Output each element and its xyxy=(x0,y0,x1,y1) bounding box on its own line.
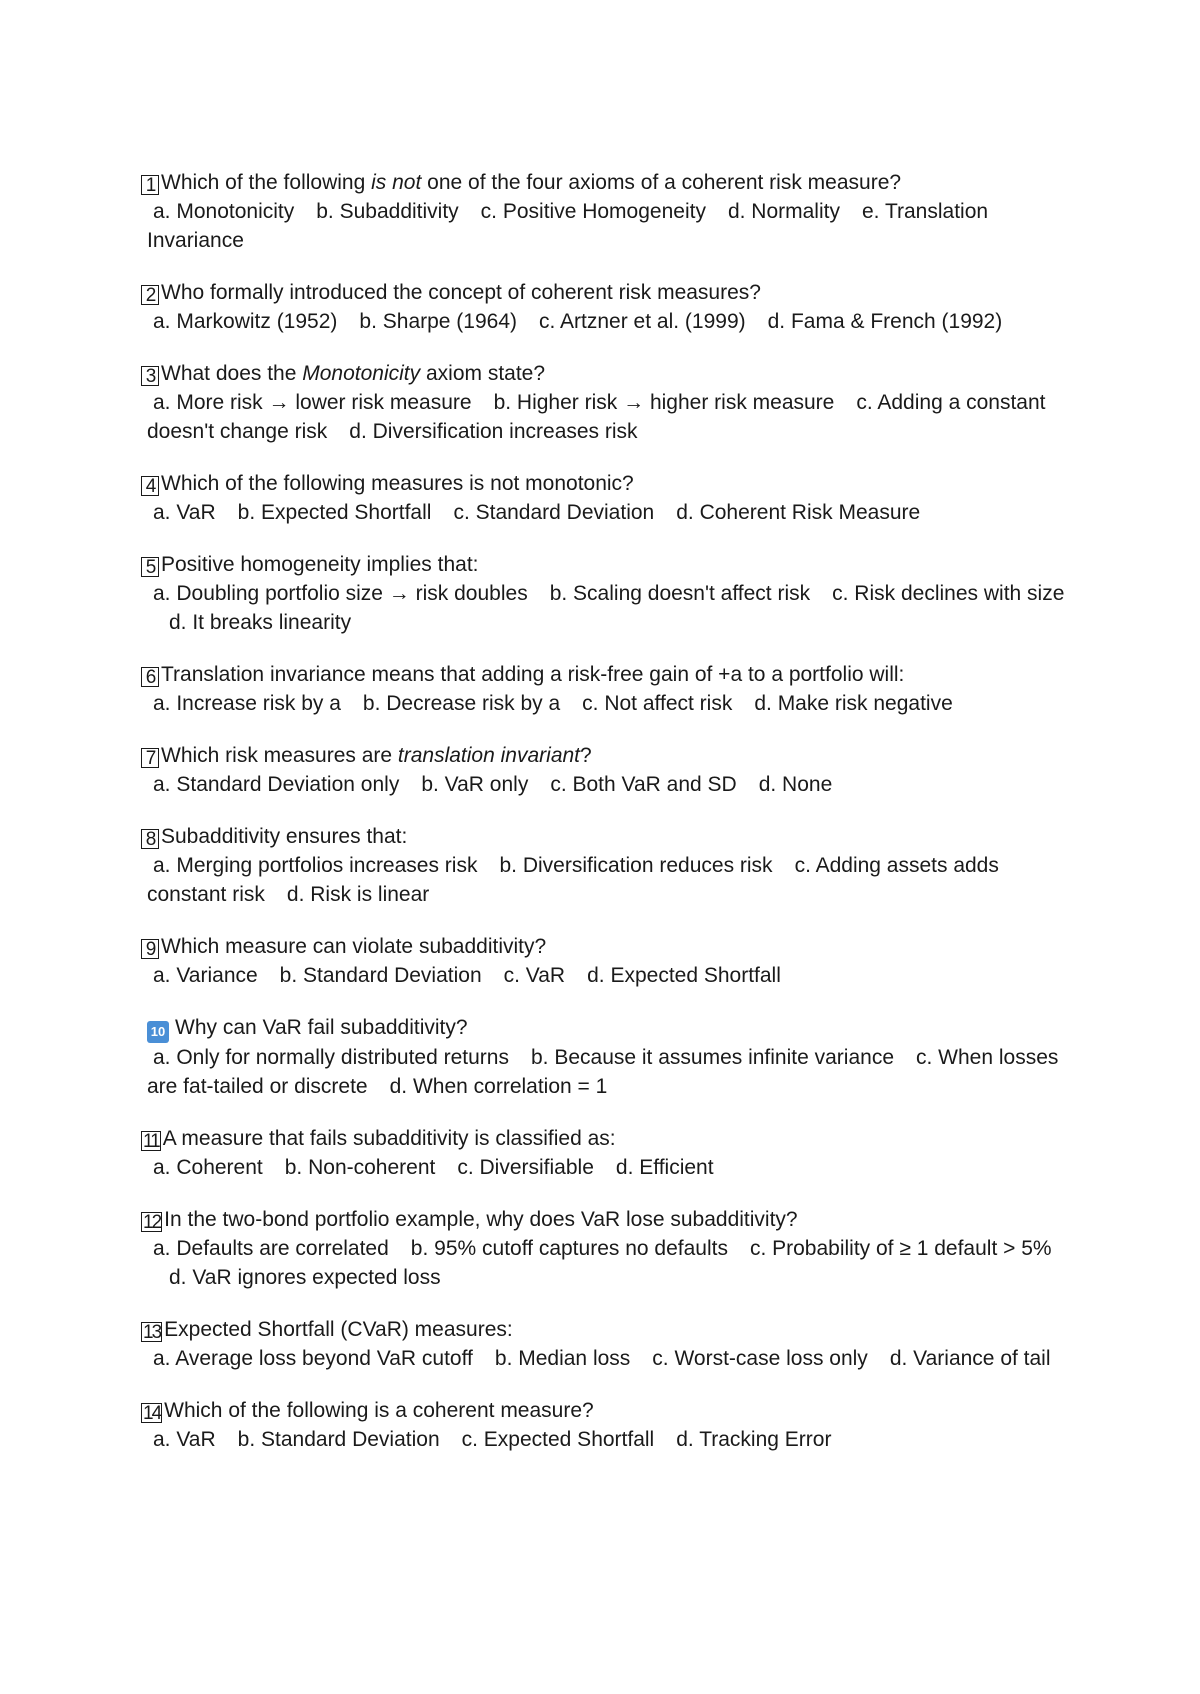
question-5 xyxy=(141,550,1071,637)
answer-option: a. Doubling portfolio size → risk doubles xyxy=(153,582,528,605)
answer-option: b. Standard Deviation xyxy=(279,964,482,987)
answer-option: b. VaR only xyxy=(421,773,529,796)
question-number-badge: 1 xyxy=(141,175,159,195)
question-text xyxy=(161,472,634,495)
answer-option: d. Expected Shortfall xyxy=(587,964,781,987)
question-text xyxy=(163,1127,616,1150)
answer-option: b. Scaling doesn't affect risk xyxy=(549,582,811,605)
question-number-badge: 5 xyxy=(141,557,159,577)
answer-options xyxy=(141,851,1071,909)
answer-option: b. Because it assumes infinite variance xyxy=(530,1046,895,1069)
question-number-badge: 11 xyxy=(143,1131,159,1152)
question-list xyxy=(141,168,1071,1477)
question-number-badge: 7 xyxy=(141,748,159,768)
answer-option: a. Only for normally distributed returns xyxy=(153,1046,509,1069)
question-text-part: Expected Shortfall (CVaR) measures: xyxy=(164,1318,513,1341)
answer-options xyxy=(141,388,1071,446)
question-text-line xyxy=(141,822,1071,851)
answer-option: d. Efficient xyxy=(615,1156,714,1179)
question-text-part: Which of the following measures is not monotonic? xyxy=(161,472,634,495)
question-number-badge: 3 xyxy=(141,366,159,386)
question-7 xyxy=(141,741,1071,799)
answer-option: b. Standard Deviation xyxy=(237,1428,440,1451)
question-text-part: Which measure can violate subadditivity? xyxy=(161,935,547,958)
question-11 xyxy=(141,1124,1071,1182)
question-4 xyxy=(141,469,1071,527)
answer-option: b. Higher risk → higher risk measure xyxy=(493,391,835,414)
answer-option: b. Sharpe (1964) xyxy=(359,310,518,333)
question-13 xyxy=(141,1315,1071,1373)
question-text-part: axiom state? xyxy=(420,362,546,385)
question-text-line xyxy=(141,1124,1071,1153)
question-text-line xyxy=(141,469,1071,498)
question-text-line xyxy=(141,932,1071,961)
answer-options xyxy=(141,689,1071,718)
question-text-line xyxy=(141,660,1071,689)
answer-option: a. Average loss beyond VaR cutoff xyxy=(153,1347,473,1370)
question-text-part: Which of the following xyxy=(161,171,372,194)
question-text-part: A measure that fails subadditivity is classified as: xyxy=(162,1127,616,1150)
answer-option: d. VaR ignores expected loss xyxy=(169,1266,441,1289)
question-number-badge: 10 xyxy=(147,1021,169,1043)
answer-option: d. Coherent Risk Measure xyxy=(676,501,921,524)
question-12 xyxy=(141,1205,1071,1292)
question-2 xyxy=(141,278,1071,336)
question-text-emphasis: is not xyxy=(371,171,422,194)
answer-options xyxy=(141,1043,1071,1101)
question-3 xyxy=(141,359,1071,446)
answer-option: d. Make risk negative xyxy=(754,692,953,715)
question-text xyxy=(175,1016,468,1039)
question-text-line xyxy=(141,168,1071,197)
question-14 xyxy=(141,1396,1071,1454)
answer-option: a. Monotonicity xyxy=(153,200,295,223)
answer-option: c. Standard Deviation xyxy=(453,501,655,524)
question-number-badge: 8 xyxy=(141,829,159,849)
question-text xyxy=(164,1208,797,1231)
answer-option: d. Tracking Error xyxy=(676,1428,832,1451)
question-text-part: In the two-bond portfolio example, why does VaR lose subadditivity? xyxy=(164,1208,798,1231)
answer-option: d. Risk is linear xyxy=(286,883,430,906)
answer-options xyxy=(141,307,1071,336)
answer-option: d. When correlation = 1 xyxy=(389,1075,608,1098)
question-text-line xyxy=(141,1013,1071,1043)
answer-option: d. None xyxy=(758,773,833,796)
question-1 xyxy=(141,168,1071,255)
question-number-badge: 13 xyxy=(143,1322,161,1343)
answer-option: a. VaR xyxy=(153,501,216,524)
question-text-line xyxy=(141,1396,1071,1425)
question-text-part: Translation invariance means that adding a risk-free gain of +a to a portfolio will: xyxy=(161,663,905,686)
answer-option: d. Variance of tail xyxy=(889,1347,1051,1370)
question-text-emphasis: translation invariant xyxy=(397,744,581,767)
answer-option: c. Artzner et al. (1999) xyxy=(539,310,746,333)
question-text xyxy=(161,281,761,304)
question-text-part: Which risk measures are xyxy=(161,744,398,767)
answer-option: c. Not affect risk xyxy=(582,692,733,715)
answer-option: c. Positive Homogeneity xyxy=(480,200,706,223)
answer-option: b. Expected Shortfall xyxy=(237,501,432,524)
question-text xyxy=(161,362,545,385)
question-text-part: Positive homogeneity implies that: xyxy=(161,553,479,576)
question-number-badge: 2 xyxy=(141,285,159,305)
question-text-emphasis: Monotonicity xyxy=(302,362,421,385)
answer-options xyxy=(141,961,1071,990)
question-text xyxy=(161,171,901,194)
answer-option: a. Markowitz (1952) xyxy=(153,310,338,333)
question-8 xyxy=(141,822,1071,909)
answer-options xyxy=(141,770,1071,799)
answer-option: c. Risk declines with size xyxy=(832,582,1065,605)
question-text-part: Which of the following is a coherent measure? xyxy=(164,1399,594,1422)
answer-option: c. Probability of ≥ 1 default > 5% xyxy=(749,1237,1052,1260)
question-text xyxy=(164,1399,594,1422)
question-text-part: Subadditivity ensures that: xyxy=(161,825,408,848)
question-text-line xyxy=(141,359,1071,388)
question-text-part: Who formally introduced the concept of coherent risk measures? xyxy=(161,281,761,304)
question-text-line xyxy=(141,550,1071,579)
answer-option: a. Variance xyxy=(153,964,258,987)
question-text xyxy=(161,663,904,686)
answer-option: d. It breaks linearity xyxy=(169,611,352,634)
answer-option: b. Non-coherent xyxy=(284,1156,436,1179)
question-text-line xyxy=(141,741,1071,770)
answer-option: c. Worst-case loss only xyxy=(652,1347,868,1370)
question-number-badge: 6 xyxy=(141,667,159,687)
question-text-line xyxy=(141,278,1071,307)
answer-option: d. Diversification increases risk xyxy=(349,420,638,443)
question-text-line xyxy=(141,1315,1071,1344)
answer-option: a. Standard Deviation only xyxy=(153,773,400,796)
answer-option: a. More risk → lower risk measure xyxy=(153,391,472,414)
question-number-badge: 12 xyxy=(143,1212,161,1233)
answer-option: a. Coherent xyxy=(153,1156,263,1179)
question-10 xyxy=(141,1013,1071,1101)
question-number-badge: 14 xyxy=(143,1403,161,1424)
answer-option: b. 95% cutoff captures no defaults xyxy=(410,1237,728,1260)
answer-options xyxy=(141,579,1071,637)
answer-option: c. Diversifiable xyxy=(457,1156,594,1179)
question-text xyxy=(164,1318,513,1341)
answer-options xyxy=(141,1234,1071,1292)
answer-option: a. Defaults are correlated xyxy=(153,1237,389,1260)
answer-option: c. Expected Shortfall xyxy=(461,1428,655,1451)
question-text-part: ? xyxy=(580,744,592,767)
answer-option: c. Adding a constant doesn't change risk xyxy=(147,391,1046,443)
question-text xyxy=(161,744,592,767)
question-number-badge: 9 xyxy=(141,939,159,959)
question-text-part: What does the xyxy=(161,362,303,385)
question-text-line xyxy=(141,1205,1071,1234)
question-number-badge: 4 xyxy=(141,476,159,496)
answer-option: e. Translation Invariance xyxy=(147,200,989,252)
answer-option: a. VaR xyxy=(153,1428,216,1451)
answer-options xyxy=(141,197,1071,255)
answer-options xyxy=(141,498,1071,527)
question-text xyxy=(161,553,479,576)
question-6 xyxy=(141,660,1071,718)
answer-option: d. Fama & French (1992) xyxy=(767,310,1003,333)
question-text xyxy=(161,825,407,848)
answer-options xyxy=(141,1344,1071,1373)
question-text xyxy=(161,935,546,958)
answer-options xyxy=(141,1425,1071,1454)
question-text-part: Why can VaR fail subadditivity? xyxy=(175,1016,468,1039)
answer-options xyxy=(141,1153,1071,1182)
answer-option: c. When losses are fat-tailed or discrete xyxy=(147,1046,1059,1098)
answer-option: c. VaR xyxy=(503,964,566,987)
answer-option: a. Merging portfolios increases risk xyxy=(153,854,478,877)
answer-option: a. Increase risk by a xyxy=(153,692,341,715)
answer-option: b. Median loss xyxy=(494,1347,631,1370)
answer-option: c. Adding assets adds constant risk xyxy=(147,854,999,906)
answer-option: b. Decrease risk by a xyxy=(362,692,561,715)
answer-option: b. Diversification reduces risk xyxy=(499,854,773,877)
answer-option: b. Subadditivity xyxy=(316,200,459,223)
answer-option: d. Normality xyxy=(727,200,840,223)
question-9 xyxy=(141,932,1071,990)
answer-option: c. Both VaR and SD xyxy=(550,773,737,796)
question-text-part: one of the four axioms of a coherent risk measure? xyxy=(421,171,902,194)
